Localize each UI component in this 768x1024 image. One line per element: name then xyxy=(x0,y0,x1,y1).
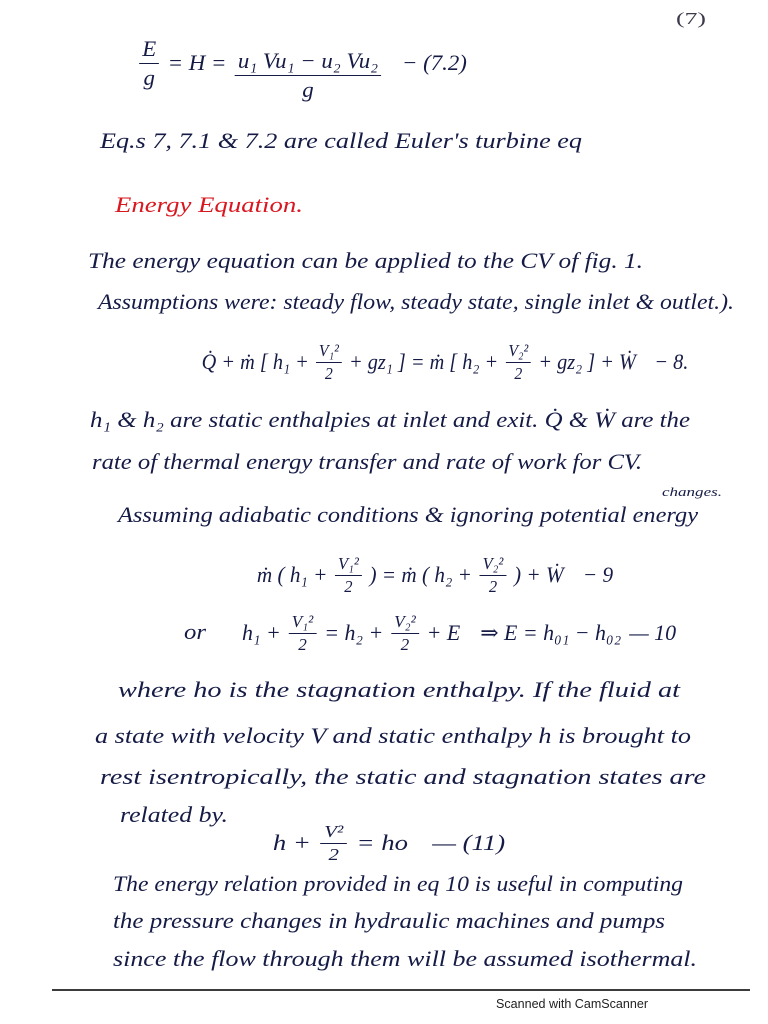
eq8-fraction-1-denominator: 2 xyxy=(324,363,333,383)
energy-equation-8-expression xyxy=(198,341,692,383)
eq9-fraction-2-numerator: V₂² xyxy=(480,554,507,576)
paragraph-line xyxy=(88,246,643,276)
paragraph-text: rate of thermal energy transfer and rate of work for CV. xyxy=(92,449,642,474)
energy-equation-9-expression xyxy=(253,554,617,596)
eq9-fraction-1 xyxy=(335,554,362,596)
eq8-fraction-1 xyxy=(316,341,341,383)
paragraph-text: since the flow through them will be assumed isothermal. xyxy=(113,946,698,971)
paragraph-text: rest isentropically, the static and stagnation states are xyxy=(100,764,706,789)
eq10-fraction-2-denominator: 2 xyxy=(400,634,410,654)
paragraph-line xyxy=(95,721,691,751)
eq72-equals-h: = H = xyxy=(167,50,227,75)
eq10-part-2: = h₂ + xyxy=(324,620,384,645)
eq11-fraction-1-denominator: 2 xyxy=(328,844,339,864)
eq8-fraction-1-numerator: V₁² xyxy=(316,341,341,363)
eq8-part-2: + gz₁ ] = ṁ [ h₂ + xyxy=(348,349,499,374)
page-bottom-rule xyxy=(52,989,750,991)
paragraph-text: Assuming adiabatic conditions & ignoring potential energy xyxy=(118,502,699,527)
paragraph-text: the pressure changes in hydraulic machines and pumps xyxy=(113,908,666,933)
eq10-fraction-2-numerator: V₂² xyxy=(391,612,418,634)
scanner-watermark-text: Scanned with CamScanner xyxy=(496,996,649,1011)
paragraph-line xyxy=(90,405,690,435)
euler-equation-7-2 xyxy=(135,34,471,102)
inserted-word-text: changes. xyxy=(662,484,722,499)
eq9-part-3: ) + Ẇ xyxy=(513,562,564,587)
eq10-label: — 10 xyxy=(629,620,677,645)
energy-equation-10-expression xyxy=(238,612,680,654)
eq9-fraction-1-numerator: V₁² xyxy=(335,554,362,576)
euler-turbine-note xyxy=(100,126,582,156)
energy-equation-8 xyxy=(198,334,692,390)
eq10-fraction-1 xyxy=(289,612,316,654)
eq10-part-3: + E xyxy=(426,620,461,645)
paragraph-text: The energy equation can be applied to the CV of fig. 1. xyxy=(88,248,643,273)
eq10-fraction-1-denominator: 2 xyxy=(298,634,307,654)
eq10-part-1: h₁ + xyxy=(241,620,281,645)
stagnation-equation-11 xyxy=(268,815,510,871)
assumptions-text: Assumptions were: steady flow, steady state, single inlet & outlet.). xyxy=(98,289,734,314)
energy-equation-9 xyxy=(253,547,617,603)
eq8-part-1: Q̇ + ṁ [ h₁ + xyxy=(201,349,309,374)
eq8-label: − 8. xyxy=(654,349,689,374)
paragraph-text: related by. xyxy=(120,802,228,827)
eq11-fraction-1 xyxy=(321,822,347,864)
eq9-part-2: ) = ṁ ( h₂ + xyxy=(369,562,472,587)
paragraph-line xyxy=(113,906,665,936)
eq9-part-1: ṁ ( h₁ + xyxy=(256,562,328,587)
eq8-fraction-2 xyxy=(506,341,531,383)
eq72-rhs-fraction xyxy=(235,48,381,102)
eq72-lhs-numerator: E xyxy=(139,36,159,63)
eq11-part-1: h + xyxy=(272,830,311,855)
eq8-fraction-2-numerator: V₂² xyxy=(506,341,531,363)
eq10-fraction-2 xyxy=(391,612,418,654)
euler-turbine-note-text: Eq.s 7, 7.1 & 7.2 are called Euler's turbine eq xyxy=(100,128,582,153)
eq72-rhs-denominator: g xyxy=(302,76,314,102)
section-heading xyxy=(115,190,303,220)
eq10-prefix xyxy=(184,617,206,647)
euler-equation-7-2-expression xyxy=(135,36,471,102)
eq72-rhs-numerator: u₁ Vu₁ − u₂ Vu₂ xyxy=(235,48,381,75)
eq8-fraction-2-denominator: 2 xyxy=(514,363,523,383)
eq9-label: − 9 xyxy=(582,562,614,587)
paragraph-text: where ho is the stagnation enthalpy. If the fluid at xyxy=(118,677,680,702)
eq11-part-2: = ho xyxy=(356,830,408,855)
eq10-fraction-1-numerator: V₁² xyxy=(289,612,316,634)
paragraph-line xyxy=(100,762,706,792)
paragraph-line xyxy=(113,944,697,974)
eq72-label: − (7.2) xyxy=(401,50,467,75)
page-number xyxy=(676,4,706,34)
paragraph-text: a state with velocity V and static enthalpy h is brought to xyxy=(95,723,691,748)
eq72-lhs-denominator: g xyxy=(143,64,155,90)
section-heading-text: Energy Equation. xyxy=(115,192,304,217)
eq9-fraction-2 xyxy=(480,554,507,596)
eq8-part-3: + gz₂ ] + Ẇ xyxy=(538,349,636,374)
paragraph-line xyxy=(118,500,698,530)
energy-equation-10 xyxy=(238,605,680,661)
paragraph-line xyxy=(113,869,683,899)
paragraph-line xyxy=(120,800,228,830)
eq72-lhs-fraction xyxy=(139,36,159,90)
eq10-prefix-text: or xyxy=(184,619,206,644)
paragraph-line xyxy=(92,447,642,477)
paragraph-text: The energy relation provided in eq 10 is useful in computing xyxy=(113,871,683,896)
eq11-fraction-1-numerator: V² xyxy=(321,822,347,844)
inserted-word xyxy=(662,483,722,501)
eq9-fraction-1-denominator: 2 xyxy=(344,576,353,596)
paragraph-text: h₁ & h₂ are static enthalpies at inlet and exit. Q̇ & Ẇ are the xyxy=(90,407,690,432)
eq9-fraction-2-denominator: 2 xyxy=(488,576,498,596)
eq10-result: ⇒ E = h₀₁ − h₀₂ xyxy=(480,620,622,645)
assumptions-line xyxy=(98,287,734,317)
scanner-watermark xyxy=(496,995,648,1013)
paragraph-line xyxy=(118,675,680,705)
stagnation-equation-11-expression xyxy=(268,822,510,864)
page-number-text: (7) xyxy=(676,9,706,28)
eq11-label: — (11) xyxy=(432,830,506,855)
